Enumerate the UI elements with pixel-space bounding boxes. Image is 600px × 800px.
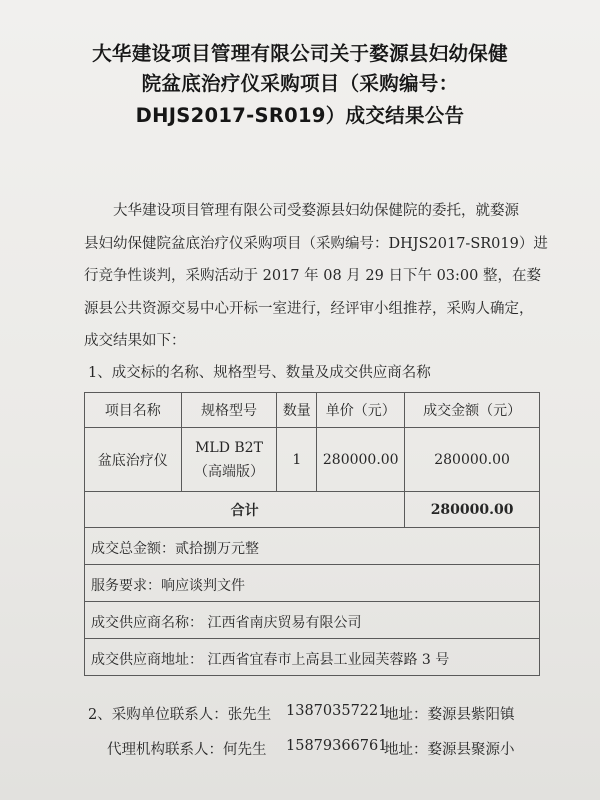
cell-model-line-2: （高端版） (194, 463, 264, 480)
notice-title-line-1: 大华建设项目管理有限公司关于婺源县妇幼保健 (92, 42, 508, 65)
header-cell-item: 项目名称 (85, 393, 182, 428)
service-requirement: 服务要求：响应谈判文件 (91, 578, 245, 594)
agency-phone: 15879366761 (286, 738, 388, 754)
detail-row (84, 528, 540, 565)
table-row (85, 428, 540, 492)
notice-title-line-2: 院盆底治疗仪采购项目（采购编号： (141, 72, 459, 95)
body-paragraph-line: 成交结果如下： (84, 333, 186, 349)
cell-model (181, 428, 277, 492)
purchaser-contact-label: 2、采购单位联系人：张先生 (88, 707, 272, 723)
total-label: 合计 (85, 492, 405, 528)
total-amount-in-words: 成交总金额：贰拾捌万元整 (91, 541, 259, 557)
agency-contact-label: 代理机构联系人：何先生 (107, 742, 267, 758)
cell-quantity: 1 (277, 428, 317, 492)
supplier-address: 成交供应商地址： 江西省宜春市上高县工业园芙蓉路 3 号 (91, 652, 450, 668)
agency-address: 地址：婺源县聚源小 (384, 742, 515, 758)
header-cell-amount: 成交金额（元） (405, 393, 540, 428)
table-header-row (85, 393, 540, 428)
header-cell-model: 规格型号 (181, 393, 277, 428)
cell-item-name: 盆底治疗仪 (85, 428, 182, 492)
cell-unit-price: 280000.00 (317, 428, 405, 492)
notice-title-line-3: DHJS2017-SR019）成交结果公告 (135, 104, 465, 127)
table-total-row (85, 492, 540, 528)
detail-row (84, 565, 540, 602)
detail-row (84, 602, 540, 639)
header-cell-unit-price: 单价（元） (317, 393, 405, 428)
body-paragraph-line: 行竞争性谈判，采购活动于 2017 年 08 月 29 日下午 03:00 整，在婺 (84, 268, 541, 284)
detail-row (84, 639, 540, 676)
cell-amount: 280000.00 (405, 428, 540, 492)
award-table (84, 392, 540, 528)
body-paragraph-line: 县妇幼保健院盆底治疗仪采购项目（采购编号：DHJS2017-SR019）进 (84, 236, 548, 252)
total-amount: 280000.00 (405, 492, 540, 528)
body-paragraph-line: 源县公共资源交易中心开标一室进行，经评审小组推荐，采购人确定， (84, 301, 534, 317)
cell-model-line-1: MLD B2T (195, 439, 263, 456)
body-paragraph-line: 大华建设项目管理有限公司受婺源县妇幼保健院的委托，就婺源 (113, 203, 519, 219)
supplier-name: 成交供应商名称： 江西省南庆贸易有限公司 (91, 615, 362, 631)
header-cell-quantity: 数量 (277, 393, 317, 428)
purchaser-phone: 13870357221 (286, 703, 388, 719)
section1-heading: 1、成交标的名称、规格型号、数量及成交供应商名称 (88, 365, 431, 381)
purchaser-address: 地址：婺源县紫阳镇 (384, 707, 515, 723)
